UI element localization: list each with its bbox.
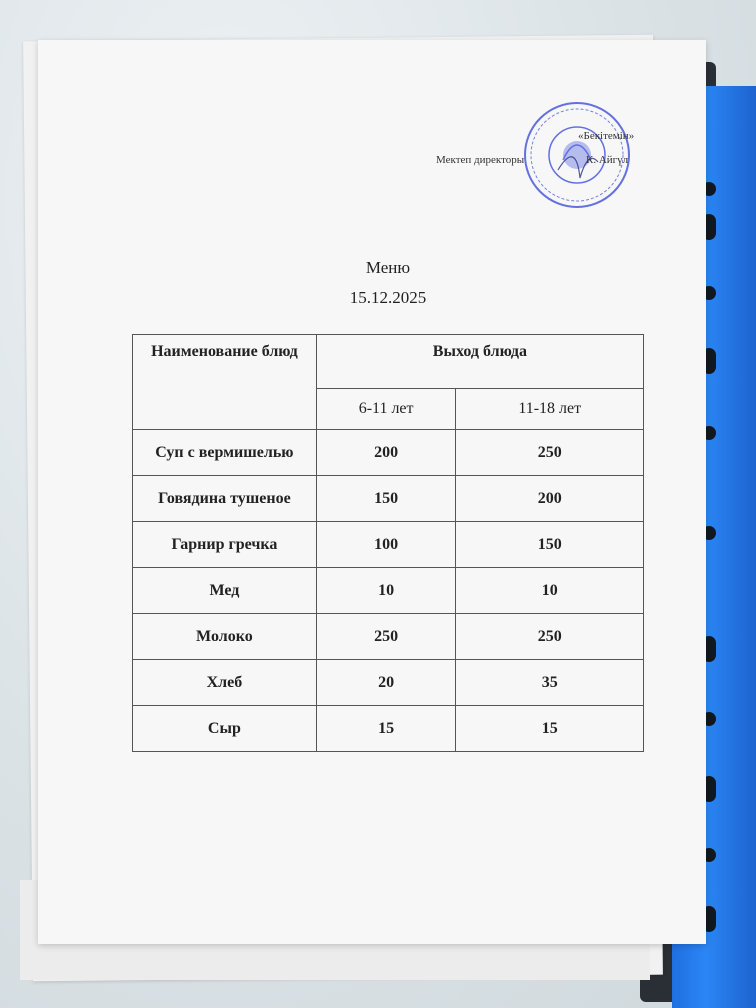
- portion-6-11: 100: [316, 522, 456, 568]
- portion-6-11: 200: [316, 430, 456, 476]
- dish-name: Молоко: [133, 614, 317, 660]
- portion-11-18: 250: [456, 430, 644, 476]
- director-name: К. Айгүл: [586, 154, 629, 166]
- portion-11-18: 35: [456, 660, 644, 706]
- dish-name: Говядина тушеное: [133, 476, 317, 522]
- menu-sheet: [38, 40, 706, 944]
- table-row: [133, 614, 644, 660]
- portion-11-18: 150: [456, 522, 644, 568]
- dish-name: Гарнир гречка: [133, 522, 317, 568]
- approval-word: «Бекітемін»: [578, 130, 635, 142]
- portion-6-11: 150: [316, 476, 456, 522]
- portion-11-18: 250: [456, 614, 644, 660]
- dish-name: Хлеб: [133, 660, 317, 706]
- dish-name: Суп с вермишелью: [133, 430, 317, 476]
- menu-table: [132, 334, 644, 752]
- director-label: Мектеп директоры: [436, 154, 525, 166]
- document-title: Меню: [365, 258, 411, 277]
- portion-6-11: 250: [316, 614, 456, 660]
- table-row: [133, 476, 644, 522]
- column-header-dish: Наименование блюд: [133, 335, 317, 430]
- portion-11-18: 15: [456, 706, 644, 752]
- table-row: [133, 430, 644, 476]
- portion-11-18: 200: [456, 476, 644, 522]
- portion-6-11: 10: [316, 568, 456, 614]
- dish-name: Сыр: [133, 706, 317, 752]
- dish-name: Мед: [133, 568, 317, 614]
- portion-11-18: 10: [456, 568, 644, 614]
- column-header-yield: Выход блюда: [316, 335, 643, 389]
- table-row: [133, 522, 644, 568]
- table-row: [133, 568, 644, 614]
- portion-6-11: 15: [316, 706, 456, 752]
- table-row: [133, 706, 644, 752]
- portion-6-11: 20: [316, 660, 456, 706]
- table-row: [133, 660, 644, 706]
- document-date: 15.12.2025: [349, 288, 427, 307]
- column-header-age-6-11: 6-11 лет: [316, 389, 456, 430]
- column-header-age-11-18: 11-18 лет: [456, 389, 644, 430]
